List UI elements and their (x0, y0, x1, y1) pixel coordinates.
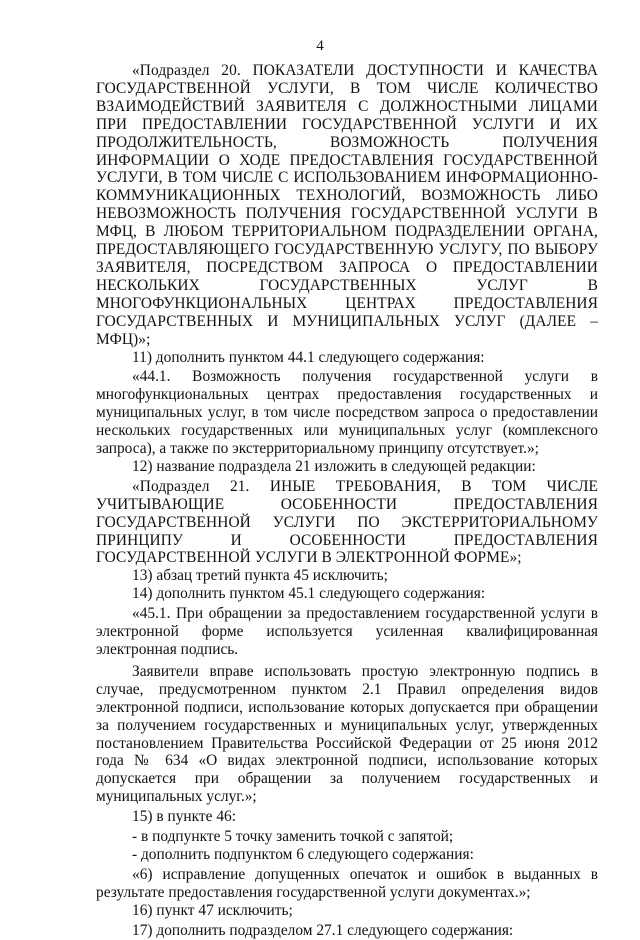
paragraph-item-16: 16) пункт 47 исключить; (132, 901, 293, 919)
document-body (96, 62, 598, 940)
paragraph-item-13: 13) абзац третий пункта 45 исключить; (132, 567, 388, 585)
paragraph-45-1: «45.1. При обращении за предоставлением государственной услуги в электронной форме используется усиленная квалифицированная электронная подпись. (96, 605, 598, 658)
paragraph-item-12: 12) название подраздела 21 изложить в следующей редакции: (132, 457, 536, 475)
paragraph-subitem-6-text: «6) исправление допущенных опечаток и ошибок в выданных в результате предоставления государственной услуги документах.»; (96, 865, 598, 901)
paragraph-44-1: «44.1. Возможность получения государственной услуги в многофункциональных центрах предоставления государственных и муниципальных услуг, в том числе посредством запроса о предоставлении нескольких государственных или муниципальных услуг (комплексного запроса), а также по экстерриториальному принципу отсутствует.»; (96, 368, 598, 458)
page-number: 4 (316, 38, 324, 54)
paragraph-simple-signature: Заявители вправе использовать простую электронную подпись в случае, предусмотренном пунктом 2.1 Правил определения видов электронной подписи, использование которых допускается при обращении за получением государственных и муниципальных услуг, утвержденных постановлением Правительства Российской Федерации от 25 июня 2012 года № 634 «О видах электронной подписи, использование которых допускается при обращении за получением государственных и муниципальных услуг.»; (96, 662, 598, 806)
paragraph-item-11: 11) дополнить пунктом 44.1 следующего содержания: (132, 348, 485, 366)
paragraph-item-17: 17) дополнить подразделом 27.1 следующего содержания: (132, 921, 514, 939)
paragraph-subitem-6-add: - дополнить подпунктом 6 следующего содержания: (132, 845, 474, 863)
paragraph-subitem-5: - в подпункте 5 точку заменить точкой с запятой; (132, 828, 454, 846)
paragraph-item-14: 14) дополнить пунктом 45.1 следующего содержания: (132, 585, 486, 603)
subsection-21-heading: «Подраздел 21. ИНЫЕ ТРЕБОВАНИЯ, В ТОМ ЧИСЛЕ УЧИТЫВАЮЩИЕ ОСОБЕННОСТИ ПРЕДОСТАВЛЕНИЯ ГОСУДАРСТВЕННОЙ УСЛУГИ ПО ЭКСТЕРРИТОРИАЛЬНОМУ ПРИНЦИПУ И ОСОБЕННОСТИ ПРЕДОСТАВЛЕНИЯ ГОСУДАРСТВЕННОЙ УСЛУГИ В ЭЛЕКТРОННОЙ ФОРМЕ»; (96, 477, 598, 567)
paragraph-item-15: 15) в пункте 46: (132, 808, 236, 826)
subsection-20-heading: «Подраздел 20. ПОКАЗАТЕЛИ ДОСТУПНОСТИ И КАЧЕСТВА ГОСУДАРСТВЕННОЙ УСЛУГИ, В ТОМ ЧИСЛЕ КОЛИЧЕСТВО ВЗАИМОДЕЙСТВИЙ ЗАЯВИТЕЛЯ С ДОЛЖНОСТНЫМИ ЛИЦАМИ ПРИ ПРЕДОСТАВЛЕНИИ ГОСУДАРСТВЕННОЙ УСЛУГИ И ИХ ПРОДОЛЖИТЕЛЬНОСТЬ, ВОЗМОЖНОСТЬ ПОЛУЧЕНИЯ ИНФОРМАЦИИ О ХОДЕ ПРЕДОСТАВЛЕНИЯ ГОСУДАРСТВЕННОЙ УСЛУГИ, В ТОМ ЧИСЛЕ С ИСПОЛЬЗОВАНИЕМ ИНФОРМАЦИОННО-КОММУНИКАЦИОННЫХ ТЕХНОЛОГИЙ, ВОЗМОЖНОСТЬ ЛИБО НЕВОЗМОЖНОСТЬ ПОЛУЧЕНИЯ ГОСУДАРСТВЕННОЙ УСЛУГИ В МФЦ, В ЛЮБОМ ТЕРРИТОРИАЛЬНОМ ПОДРАЗДЕЛЕНИИ ОРГАНА, ПРЕДОСТАВЛЯЮЩЕГО ГОСУДАРСТВЕННУЮ УСЛУГУ, ПО ВЫБОРУ ЗАЯВИТЕЛЯ, ПОСРЕДСТВОМ ЗАПРОСА О ПРЕДОСТАВЛЕНИИ НЕСКОЛЬКИХ ГОСУДАРСТВЕННЫХ УСЛУГ В МНОГОФУНКЦИОНАЛЬНЫХ ЦЕНТРАХ ПРЕДОСТАВЛЕНИЯ ГОСУДАРСТВЕННЫХ И МУНИЦИПАЛЬНЫХ УСЛУГ (ДАЛЕЕ – МФЦ)»; (96, 62, 598, 348)
